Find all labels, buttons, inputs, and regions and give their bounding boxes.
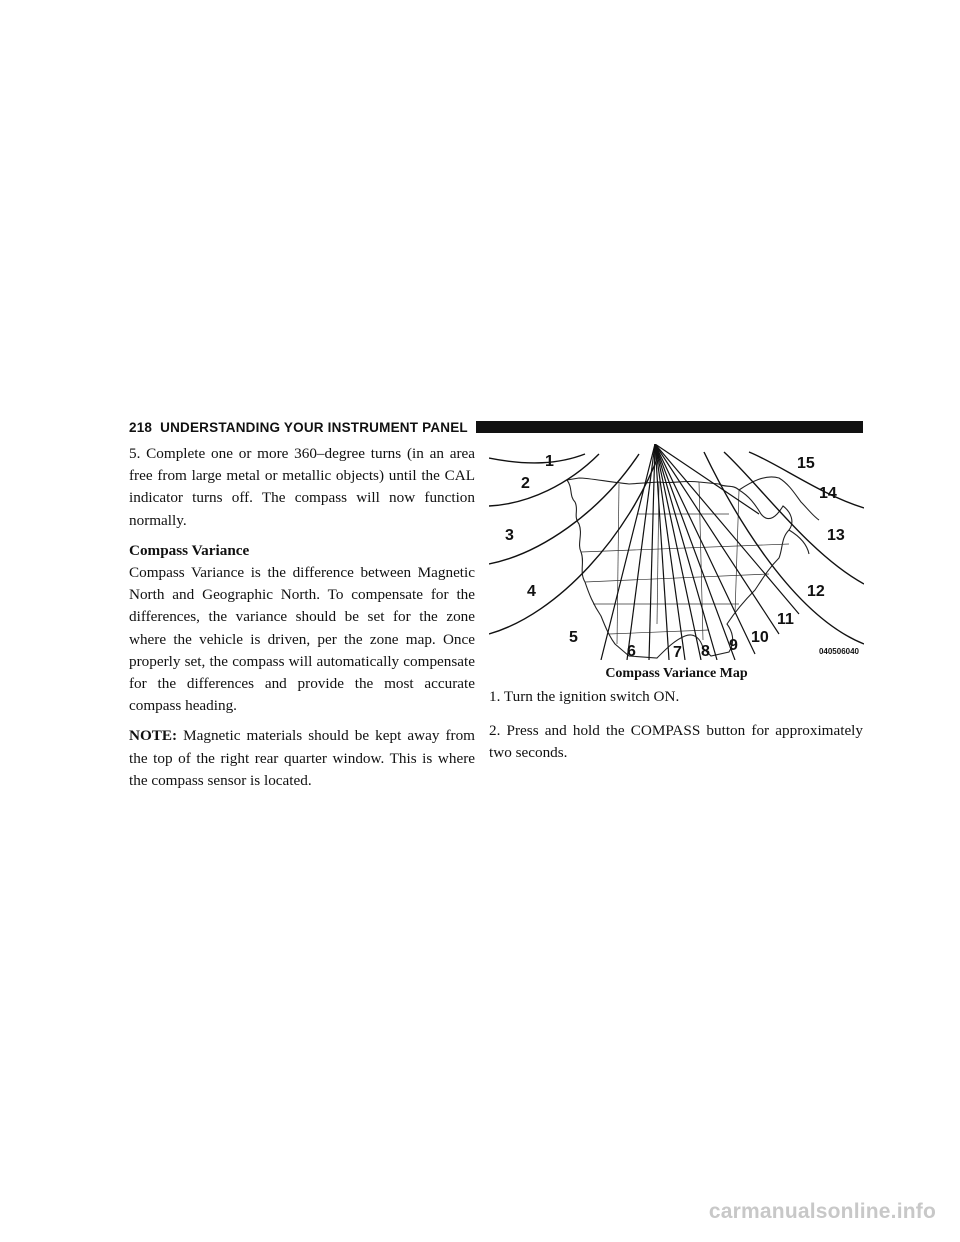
zone-label-9: 9 — [729, 637, 738, 654]
zone-label-1: 1 — [545, 453, 554, 470]
zone-label-6: 6 — [627, 643, 636, 660]
zone-label-11: 11 — [777, 611, 794, 628]
zone-label-13: 13 — [827, 527, 845, 544]
step-2-paragraph: 2. Press and hold the COMPASS button for approximately two seconds. — [489, 722, 863, 762]
note-label: NOTE: — [129, 727, 178, 745]
compass-variance-map — [489, 444, 864, 660]
zone-label-15: 15 — [797, 455, 815, 472]
zone-label-3: 3 — [505, 527, 514, 544]
zone-label-5: 5 — [569, 629, 578, 646]
section-title: UNDERSTANDING YOUR INSTRUMENT PANEL — [160, 419, 468, 435]
zone-label-14: 14 — [819, 485, 837, 502]
zone-label-10: 10 — [751, 629, 769, 646]
compass-variance-heading: Compass Variance — [129, 541, 250, 559]
note-text: Magnetic materials should be kept away from the top of the right rear quarter window. This is where the compass sensor is located. — [129, 727, 475, 789]
header-rule — [476, 421, 863, 433]
zone-label-4: 4 — [527, 583, 536, 600]
zone-label-12: 12 — [807, 583, 825, 600]
watermark: carmanualsonline.info — [708, 1200, 936, 1223]
step-1-paragraph: 1. Turn the ignition switch ON. — [489, 688, 680, 705]
compass-variance-body: Compass Variance is the difference between Magnetic North and Geographic North. To compensate for the differences, the variance should be set for the zone where the vehicle is driven, per the zone map. Once properly set, the compass will automatically compensate for the differences and provide the most accurate compass heading. — [129, 564, 475, 715]
zone-label-8: 8 — [701, 643, 710, 660]
zone-label-2: 2 — [521, 475, 530, 492]
step-5-paragraph: 5. Complete one or more 360–degree turns (in an area free from large metal or metallic objects) until the CAL indicator turns off. The compass will now function normally. — [129, 445, 475, 529]
note-paragraph — [129, 725, 475, 792]
map-svg — [489, 444, 864, 660]
page-number: 218 — [129, 419, 153, 435]
left-column — [129, 443, 475, 800]
figure-code: 040506040 — [818, 647, 859, 656]
page-header — [129, 418, 863, 436]
figure-caption: Compass Variance Map — [605, 666, 748, 681]
right-column — [489, 686, 863, 777]
zone-label-7: 7 — [673, 644, 682, 660]
